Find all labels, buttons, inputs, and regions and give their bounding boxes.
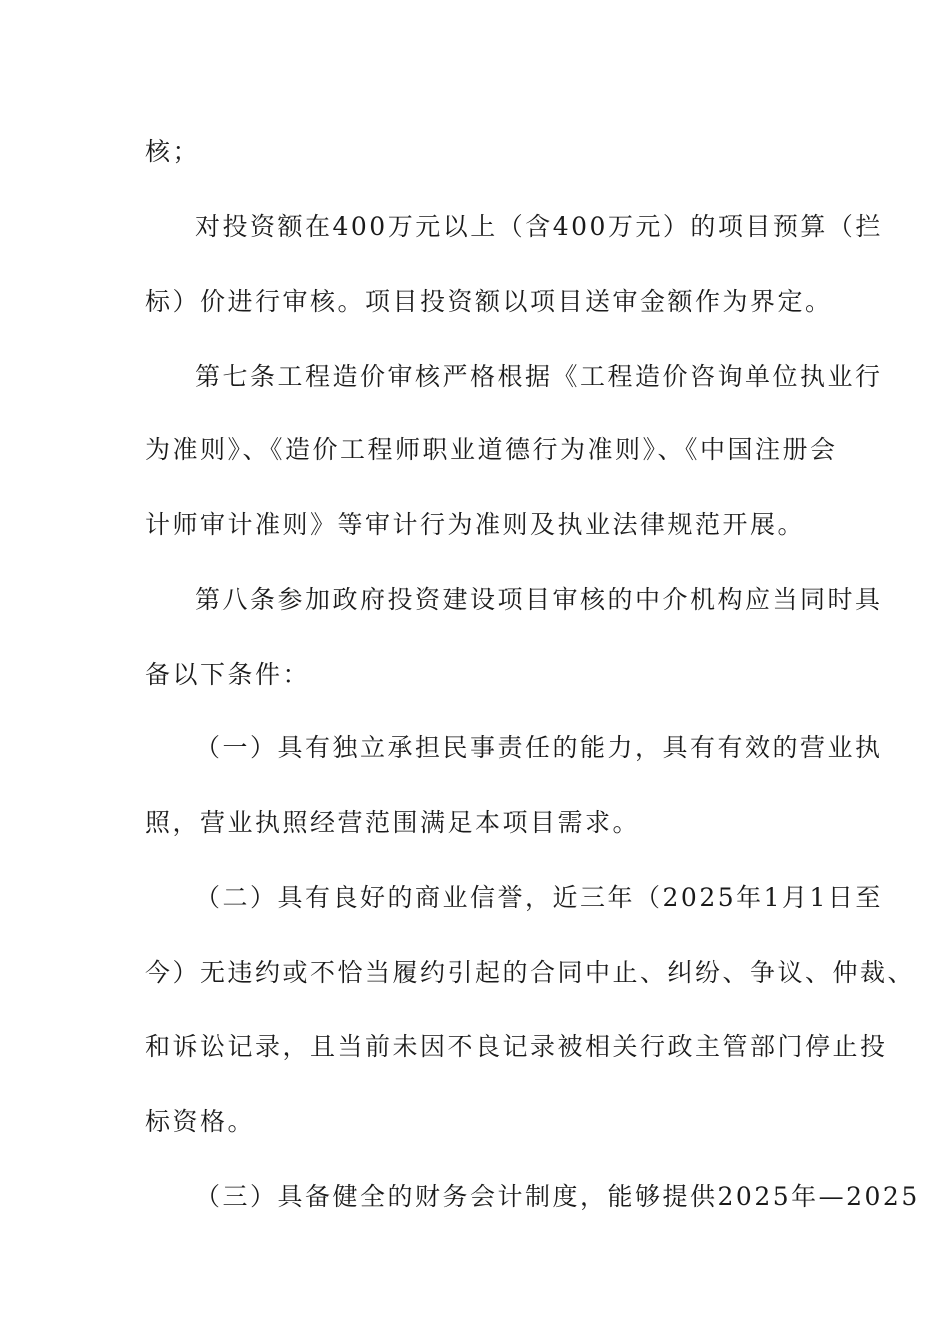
text-line: 为准则》、《造价工程师职业道德行为准则》、《中国注册会 <box>145 435 838 464</box>
text-line: 第七条工程造价审核严格根据《工程造价咨询单位执业行 <box>195 362 883 391</box>
text-line: 对投资额在400万元以上（含400万元）的项目预算（拦 <box>195 212 883 241</box>
text-line: 第八条参加政府投资建设项目审核的中介机构应当同时具 <box>195 585 883 614</box>
text-line: （一）具有独立承担民事责任的能力，具有有效的营业执 <box>195 733 883 762</box>
text-line: 照，营业执照经营范围满足本项目需求。 <box>145 808 641 837</box>
text-line: （三）具备健全的财务会计制度，能够提供2025年—2025 <box>195 1182 920 1211</box>
text-line: 核； <box>145 137 201 166</box>
text-line: （二）具有良好的商业信誉，近三年（2025年1月1日至 <box>195 883 883 912</box>
text-line: 标）价进行审核。项目投资额以项目送审金额作为界定。 <box>145 287 833 316</box>
text-line: 计师审计准则》等审计行为准则及执业法律规范开展。 <box>145 510 806 539</box>
text-line: 标资格。 <box>145 1107 256 1136</box>
text-line: 和诉讼记录，且当前未因不良记录被相关行政主管部门停止投 <box>145 1032 888 1061</box>
text-line: 备以下条件： <box>145 660 311 689</box>
text-line: 今）无违约或不恰当履约引起的合同中止、纠纷、争议、仲裁、 <box>145 958 916 987</box>
